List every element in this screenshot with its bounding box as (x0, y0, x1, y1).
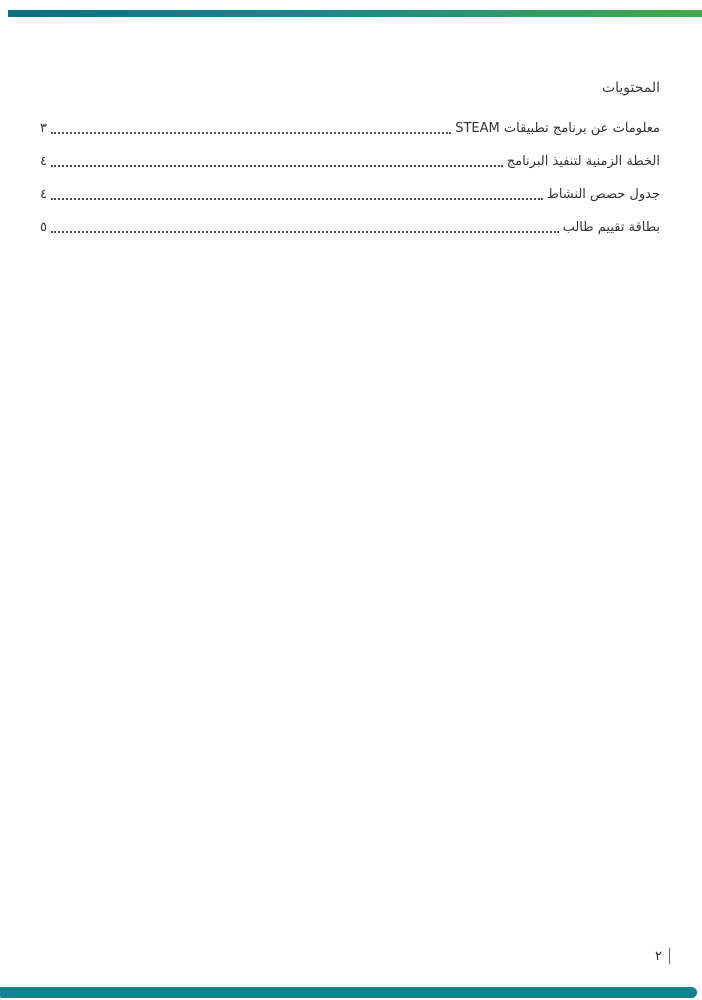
top-accent-bar (8, 10, 702, 17)
toc-leader-dots (51, 198, 543, 200)
toc-entry-label: جدول حصص النشاط (546, 187, 660, 202)
toc-list (40, 112, 660, 244)
footer-page-number (655, 948, 670, 964)
toc-section (40, 80, 660, 244)
toc-leader-dots (51, 132, 451, 134)
toc-leader-dots (51, 231, 559, 233)
toc-entry-page: ٣ (40, 121, 47, 136)
toc-entry-page: ٤ (40, 154, 47, 169)
toc-entry-label: الخطة الزمنية لتنفيذ البرنامج (506, 154, 660, 169)
toc-entry[interactable] (40, 145, 660, 178)
toc-entry-page: ٥ (40, 220, 47, 235)
toc-entry-page: ٤ (40, 187, 47, 202)
page-number-text: ٢ (655, 948, 662, 964)
bottom-accent-bar (0, 987, 697, 998)
toc-entry[interactable] (40, 211, 660, 244)
toc-entry[interactable] (40, 112, 660, 145)
toc-entry[interactable] (40, 178, 660, 211)
page-number-divider (669, 948, 670, 964)
page-title: المحتويات (601, 80, 660, 96)
toc-leader-dots (51, 165, 503, 167)
toc-entry-label: بطاقة تقييم طالب (562, 220, 660, 235)
toc-entry-label: معلومات عن برنامج تطبيقات STEAM (455, 121, 660, 136)
